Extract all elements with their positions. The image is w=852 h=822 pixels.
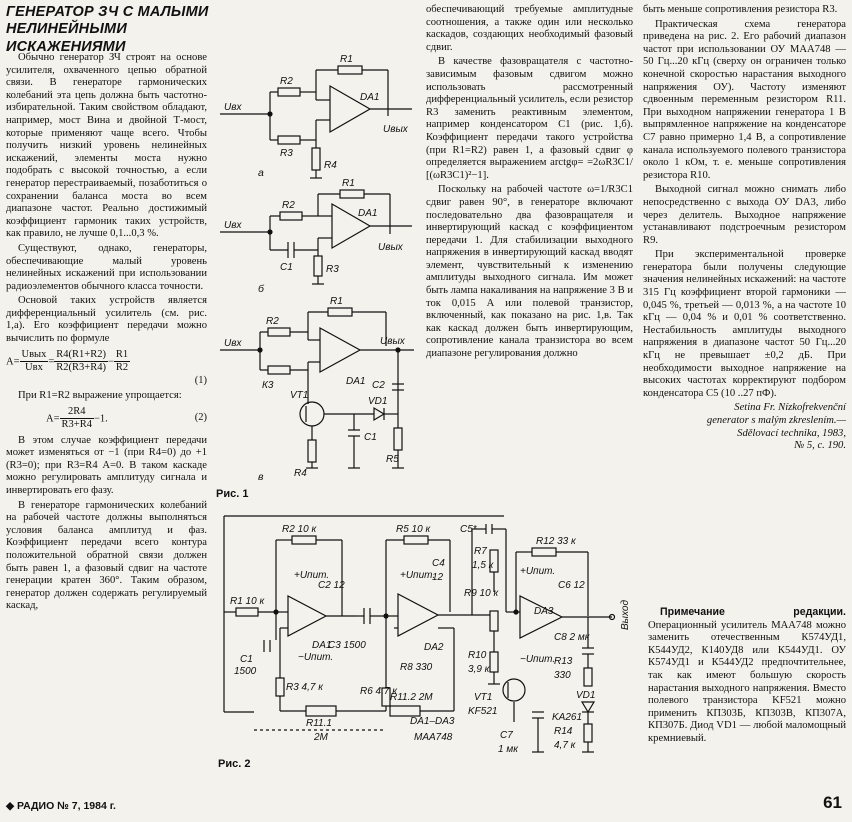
svg-text:R9 10 к: R9 10 к [464, 588, 499, 599]
svg-text:Uвх: Uвх [224, 102, 242, 113]
figure-1-caption: Рис. 1 [216, 488, 249, 500]
svg-text:1500: 1500 [234, 666, 257, 677]
article-title [6, 4, 211, 56]
title-line-1: ГЕНЕРАТОР ЗЧ С МАЛЫМИ [6, 4, 209, 20]
svg-text:Uвх: Uвх [224, 338, 242, 349]
figure-2-caption: Рис. 2 [218, 758, 251, 770]
fig2-stage-1 [224, 524, 356, 696]
svg-text:12: 12 [432, 572, 444, 583]
svg-text:Uвх: Uвх [224, 220, 242, 231]
svg-text:4,7 к: 4,7 к [554, 740, 576, 751]
svg-text:C8 2 мк: C8 2 мк [554, 632, 590, 643]
svg-text:KF521: KF521 [468, 706, 498, 717]
svg-text:R12 33 к: R12 33 к [536, 536, 576, 547]
col1-paragraph-3: Основой таких устройств является дифференциальный усилитель (см. рис. 1,а). Его коэффициент передачи можно вычислить по формуле [6, 295, 207, 345]
page-number: 61 [823, 793, 842, 812]
svg-text:R5 10 к: R5 10 к [396, 524, 431, 535]
svg-text:R2 10 к: R2 10 к [282, 524, 317, 535]
svg-text:KA261: KA261 [552, 712, 583, 723]
fig1-b [220, 178, 412, 295]
col1-paragraph-1: Обычно генератор ЗЧ строят на основе усилителя, охваченного цепью обратной связи. В генераторе гармонических колебаний эта цепь должна быть частотно-избирательной. Таким свойством обладают, например, мост Вина и двойной Т-мост, которые применяют чаще всего. Чтобы получить низкий уровень нелинейных искажений, элементы моста нужно подобрать с высокой точностью, а если генератор перестраиваемый, позаботиться о сохранении баланса моста во всем диапазоне частот. Реально достижимый коэффициент гармоник таких устройств, как правило, не лучше 0,1...0,3 %. [6, 52, 207, 240]
svg-text:а: а [258, 167, 264, 179]
col3-paragraph-1: быть меньше сопротивления резистора R3. [643, 4, 838, 15]
col1-paragraph-2: Существуют, однако, генераторы, обеспечивающие малый уровень нелинейных искажений при использовании радиоэлементов обычного класса точности. [6, 242, 207, 292]
fig1-a [220, 54, 412, 179]
col2-paragraph-3: Поскольку на рабочей частоте ω=1/R3C1 сдвиг равен 90°, в генераторе включают последовательно два фазовращателя и инвертирующий каскад с коэффициентом передачи 1. Для стабилизации выходного напряжения в инвертирующий каскад вводят элемент, чувствительный к изменению амплитуды выходного сигнала. Им может быть лампа накаливания на напряжение 3 В и ток 0,015 А или полевой транзистор, включенный, как показано на рис. 1,в. Так как каскад должен быть инвертирующим, сопротивление канала транзистора во всем диапазоне регулирования должно [426, 184, 633, 360]
svg-text:+Uпит.: +Uпит. [520, 566, 556, 577]
svg-text:C2: C2 [372, 380, 385, 391]
svg-text:C3 1500: C3 1500 [328, 640, 366, 651]
formula-2: A= $\frac{2R4}{R3+R4}$ −1. (2) [46, 405, 207, 431]
svg-text:1,5 к: 1,5 к [472, 560, 494, 571]
svg-text:DA3: DA3 [534, 606, 554, 617]
svg-text:DA1–DA3: DA1–DA3 [410, 716, 455, 727]
col2-paragraph-1: обеспечивающий требуемые амплитудные соотношения, а также один или несколько каскадов, создающих необходимый фазовый сдвиг. [426, 4, 633, 53]
svg-text:+Uпит.: +Uпит. [400, 570, 436, 581]
svg-text:R6 4,7 к: R6 4,7 к [360, 686, 397, 697]
column-2 [426, 4, 633, 363]
svg-text:в: в [258, 471, 264, 483]
svg-text:DA1: DA1 [312, 640, 332, 651]
formula-1-number: (1) [194, 374, 207, 386]
svg-text:R4: R4 [324, 160, 337, 171]
svg-text:R3: R3 [326, 264, 339, 275]
fig1-c [220, 296, 414, 483]
svg-text:R14: R14 [554, 726, 573, 737]
svg-text:R7: R7 [474, 546, 487, 557]
svg-text:R13: R13 [554, 656, 573, 667]
title-line-2: НЕЛИНЕЙНЫМИ ИСКАЖЕНИЯМИ [6, 21, 127, 55]
figure-1-schematic [208, 48, 423, 498]
col2-paragraph-2: В качестве фазовращателя с частотно-зависимым фазовым сдвигом можно использовать рассмотренный дифференциальный усилитель, если резистор R3 заменить реактивным элементом, например конденсатором C1 (рис. 1,б). Коэффициент передачи такого устройства (при R1=R2) равен 1, а фазовый сдвиг φ определяется выражением arctgφ= =2ωR3C1/ [(ωR3C1)²−1]. [426, 56, 633, 181]
svg-text:C1: C1 [364, 432, 377, 443]
svg-text:C1: C1 [280, 262, 293, 273]
svg-text:VD1: VD1 [368, 396, 388, 407]
svg-text:−Uпит.: −Uпит. [298, 652, 334, 663]
svg-text:Uвых: Uвых [380, 336, 405, 347]
svg-text:2М: 2М [314, 732, 328, 743]
col1-paragraph-4: При R1=R2 выражение упрощается: [18, 390, 182, 402]
col3-paragraph-2: Практическая схема генератора приведена на рис. 2. Его рабочий диапазон частот при использовании ОУ MAA748 — 50 Гц...20 кГц (сверху он ограничен только конечной скоростью нарастания выходного напряжения ОУ). Частоту изменяют сдвоенным переменным резистором R11. При выходном напряжении генератора 1 В выпрямленное напряжение на конденсаторе C7 равно примерно 1,4 В, а сопротивление канала используемого полевого транзистора около 1 кОм, т. е. меньше сопротивления резистора R10. [643, 18, 846, 181]
svg-text:R8 330: R8 330 [400, 662, 433, 673]
svg-text:К3: К3 [262, 380, 274, 391]
svg-text:Uвых: Uвых [383, 124, 408, 135]
svg-text:−Uпит.: −Uпит. [520, 654, 556, 665]
svg-text:DA2: DA2 [424, 642, 444, 653]
svg-text:C5*: C5* [460, 524, 477, 535]
fig2-stage-3 [460, 524, 631, 755]
svg-text:C4: C4 [432, 558, 445, 569]
svg-text:1 мк: 1 мк [498, 744, 518, 755]
svg-text:R10: R10 [468, 650, 487, 661]
svg-text:R1: R1 [342, 178, 355, 189]
svg-text:R2: R2 [266, 316, 279, 327]
svg-text:R1: R1 [330, 296, 343, 307]
editor-note: Примечание редакции. Операционный усилитель MAA748 можно заменить отечественным К574УД1, К544УД2, К140УД8 или К544УД1. ОУ К574УД1 и К544УД2 предпочтительнее, так как имеют большую скорость нарастания выходного напряжения. Вместо полевого транзистора KF521 можно применить КП303Б, КП303В, КП307А, КП307Б. Диод VD1 — любой маломощный кремниевый. [648, 606, 846, 744]
svg-text:R11.2 2М: R11.2 2М [390, 692, 433, 703]
svg-text:R3: R3 [280, 148, 293, 159]
svg-text:330: 330 [554, 670, 571, 681]
svg-text:R1 10 к: R1 10 к [230, 596, 265, 607]
col3-paragraph-3: Выходной сигнал можно снимать либо непосредственно с выхода ОУ DA3, либо через делитель. Выходное напряжение устанавливают подстроечным резистором R9. [643, 184, 846, 246]
svg-text:VT1: VT1 [474, 692, 493, 703]
svg-text:DA1: DA1 [346, 376, 366, 387]
svg-text:MAA748: MAA748 [414, 732, 453, 743]
figure-2-schematic [214, 512, 644, 772]
column-1 [6, 52, 207, 615]
svg-text:Выход: Выход [620, 599, 631, 630]
formula-1: A= Uвых Uвх = $\frac{R4(R1+R2)}{R2(R3+R4)}$ − $\frac{R1}{R2}$ (1) [6, 348, 207, 386]
svg-text:Uвых: Uвых [378, 242, 403, 253]
svg-text:C2 12: C2 12 [318, 580, 345, 591]
svg-text:+Uпит.: +Uпит. [294, 570, 330, 581]
svg-text:3,9 к: 3,9 к [468, 664, 490, 675]
col1-paragraph-5: В этом случае коэффициент передачи может изменяться от −1 (при R4=0) до +1 (R3=0); при R3=R4 A=0. В таком каскаде можно регулировать амплитуду сигнала и инвертировать его фазу. [6, 434, 207, 497]
svg-text:R4: R4 [294, 468, 307, 479]
footer-issue: ◆ РАДИО № 7, 1984 г. [6, 800, 116, 812]
svg-text:C1: C1 [240, 654, 253, 665]
svg-text:R3 4,7 к: R3 4,7 к [286, 682, 323, 693]
svg-text:R5: R5 [386, 454, 399, 465]
svg-text:C6 12: C6 12 [558, 580, 585, 591]
formula-2-number: (2) [194, 411, 207, 423]
col3-paragraph-4: При экспериментальной проверке генератора были получены следующие значения нелинейных искажений: на частоте 315 Гц коэффициент второй гармоники — 0,045 %, третьей — 0,013 %, а на частоте 10 кГц — 0,04 % и 0,01 % соответственно. Нестабильность амплитуды выходного напряжения в диапазоне частот 50 Гц...20 кГц не превышает ±0,2 дБ. При необходимости выходное напряжение на высоких частотах корректируют подбором конденсатора C5 (10 ..27 пФ). [643, 249, 846, 399]
svg-text:б: б [258, 283, 264, 295]
column-3 [643, 4, 846, 453]
svg-text:R2: R2 [282, 200, 295, 211]
col1-paragraph-6: В генераторе гармонических колебаний на рабочей частоте должны выполняться условия баланса амплитуд и фаз. Коэффициент передачи всего контура положительной обратной связи должен быть равен 1, а фазовый сдвиг на частоте генерации кратен 360°. Таким образом, генератор должен содержать регулируемый каскад, [6, 499, 207, 612]
svg-text:C7: C7 [500, 730, 513, 741]
svg-text:DA1: DA1 [360, 92, 380, 103]
svg-text:R11.1: R11.1 [306, 718, 332, 729]
svg-text:VT1: VT1 [290, 390, 309, 401]
fig2-stage-2 [360, 524, 472, 706]
svg-text:DA1: DA1 [358, 208, 378, 219]
reference: Setina Fr. Nízkofrekvenční generator s malým zkreslením.— Sdělovací technika, 1983, № 5, с. 190. [706, 402, 846, 452]
svg-text:VD1: VD1 [576, 690, 596, 701]
svg-text:R1: R1 [340, 54, 353, 65]
svg-text:R2: R2 [280, 76, 293, 87]
